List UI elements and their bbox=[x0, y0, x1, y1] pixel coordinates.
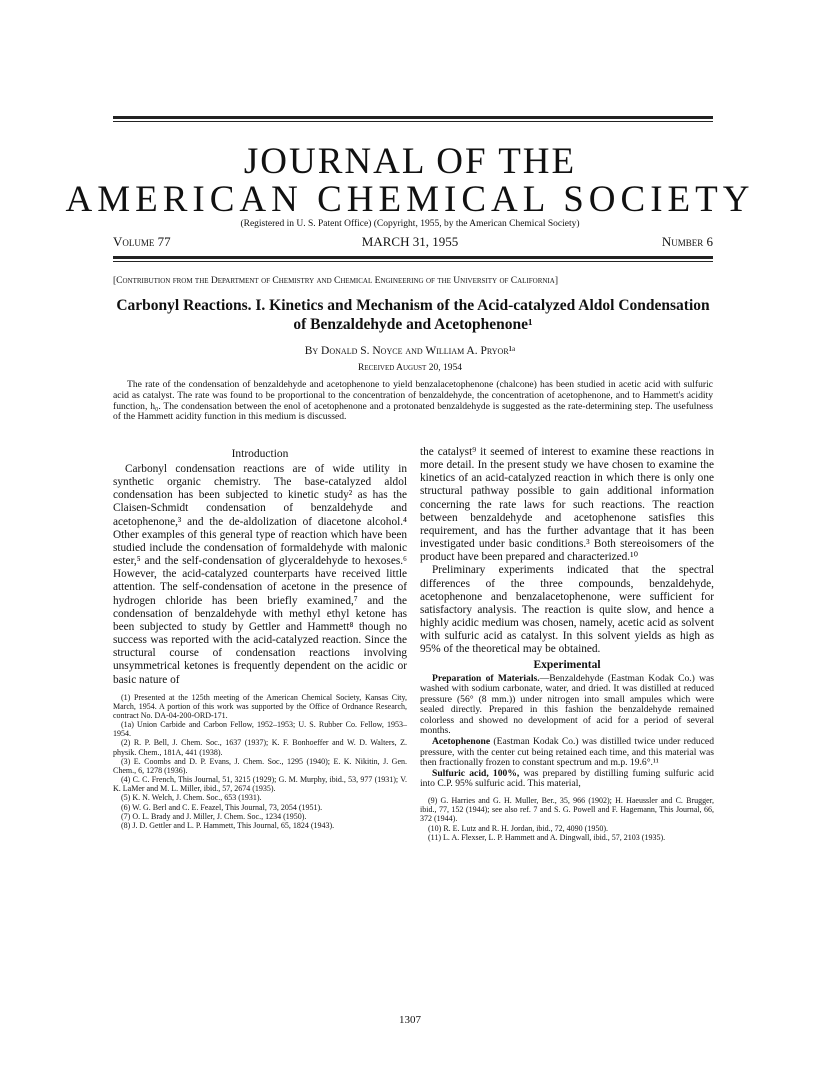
acetophenone-paragraph bbox=[420, 737, 714, 769]
acetophenone-text: (Eastman Kodak Co.) was distilled twice under reduced pressure, with the center cut being retained each time, and this material was then fractionally frozen to constant spectrum and m.p. 19.6°.¹¹ bbox=[420, 736, 714, 769]
body-paragraph: the catalyst⁹ it seemed of interest to examine these reactions in more detail. In the present study we have chosen to examine the kinetics of an acid-catalyzed reaction in which there is only one structural pathway possible to gain additional information concerning the rate laws for such reactions. The reaction between benzaldehyde and acetophenone satisfies this requirement, and has the further advantage that it has been investigated under basic conditions.³ Both stereoisomers of the product have been prepared and characterized.¹⁰ bbox=[420, 446, 714, 564]
left-column bbox=[113, 446, 407, 830]
header-rule-thin bbox=[113, 261, 713, 262]
volume-label: Volume 77 bbox=[113, 234, 171, 249]
body-paragraph: Preliminary experiments indicated that the spectral differences of the three compounds, benzaldehyde, acetophenone and benzalacetophenone, were sufficient for satisfactory analysis. The reaction is quite slow, and hence a highly acidic medium was chosen, namely, acetic acid as solvent with sulfuric acid as catalyst. In this solvent yields as high as 95% of the theoretical may be obtained. bbox=[420, 564, 714, 656]
footnote: (1) Presented at the 125th meeting of the American Chemical Society, Kansas City, March, 1954. A portion of this work was supported by the Office of Ordnance Research, contract No. DA-04-200-ORD-171. bbox=[113, 692, 407, 720]
footnote: (11) L. A. Flexser, L. P. Hammett and A. Dingwall, ibid., 57, 2103 (1935). bbox=[428, 832, 666, 842]
sulfuric-acid-text: was prepared by distilling fuming sulfuric acid into C.P. 95% sulfuric acid. This material, bbox=[420, 767, 714, 790]
header-rule-thick bbox=[113, 256, 713, 259]
contribution-line: [Contribution from the Department of Chemistry and Chemical Engineering of the University of California] bbox=[113, 276, 559, 286]
issue-date: MARCH 31, 1955 bbox=[361, 234, 459, 249]
sulfuric-acid-label: Sulfuric acid, 100%, bbox=[432, 767, 520, 779]
acetophenone-label: Acetophenone bbox=[432, 736, 491, 748]
article-abstract: The rate of the condensation of benzaldehyde and acetophenone to yield benzalacetophenone (chalcone) has been studied in acetic acid with sulfuric acid as catalyst. The rate was found to be proportional to the concentration of benzaldehyde, the concentration of acetophenone, and to Hammett's acidity function, h₀. The condensation between the enol of acetophenone and a protonated benzaldehyde is suggested as the rate-determining step. The usefulness of the Hammett acidity function in this medium is discussed. bbox=[113, 379, 713, 423]
introduction-paragraph: Carbonyl condensation reactions are of wide utility in synthetic organic chemistry. The base-catalyzed aldol condensation has been subjected to kinetic study² as has the Claisen-Schmidt condensation of benzaldehyde and acetophenone,³ and the de-aldolization of diacetone alcohol.⁴ Other examples of this general type of reaction which have been studied include the condensation of formaldehyde with malonic ester,⁵ and the self-condensation of glyceraldehyde to hexoses.⁶ However, the acid-catalyzed counterparts have received little attention. The self-condensation of acetone in the presence of hydrogen chloride has been briefly examined,⁷ and the condensation of benzaldehyde with methyl ethyl ketone has been subjected to study by Gettler and Hammett⁸ though no success was reported with the acid-catalyzed reaction. Since the structural course of condensation reactions involving unsymmetrical ketones is frequently dependent on the acidic or basic nature of bbox=[113, 463, 407, 686]
received-date: Received August 20, 1954 bbox=[358, 363, 462, 373]
footnote: (10) R. E. Lutz and R. H. Jordan, ibid., 72, 4090 (1950). bbox=[428, 823, 608, 833]
footnote: (9) G. Harries and G. H. Muller, Ber., 35, 966 (1902); H. Haeussler and C. Brugger, ibid., 77, 152 (1944); see also ref. 7 and S. G. Powell and F. Hagemann, This Journal, 66, 372 (1944). bbox=[420, 796, 714, 824]
introduction-heading: Introduction bbox=[231, 448, 289, 460]
right-column bbox=[420, 446, 714, 842]
top-rule-thick bbox=[113, 116, 713, 119]
article-title: Carbonyl Reactions. I. Kinetics and Mechanism of the Acid-catalyzed Aldol Condensation of Benzaldehyde and Acetophenone¹ bbox=[116, 297, 710, 333]
footnote: (4) C. C. French, This Journal, 51, 3215 (1929); G. M. Murphy, ibid., 53, 977 (1931); V. K. LaMer and M. L. Miller, ibid., 57, 2674 (1935). bbox=[113, 775, 407, 794]
footnote: (1a) Union Carbide and Carbon Fellow, 1952–1953; U. S. Rubber Co. Fellow, 1953–1954. bbox=[113, 720, 407, 739]
preparation-paragraph bbox=[420, 674, 714, 738]
preparation-text: —Benzaldehyde (Eastman Kodak Co.) was washed with sodium carbonate, water, and dried. It was distilled at reduced pressure (56° (8 mm.)) under nitrogen into small ampules which were sealed directly. Prepared in this fashion the benzaldehyde remained colorless and showed no development of acid for a period of several months. bbox=[420, 672, 715, 737]
journal-title-line1: JOURNAL OF THE bbox=[243, 141, 577, 182]
journal-title-line2: AMERICAN CHEMICAL SOCIETY bbox=[65, 179, 755, 220]
page-number: 1307 bbox=[399, 1014, 421, 1026]
top-rule-thin bbox=[113, 121, 713, 122]
article-authors: By Donald S. Noyce and William A. Pryor¹ᵃ bbox=[304, 345, 516, 357]
footnote: (3) E. Coombs and D. P. Evans, J. Chem. Soc., 1295 (1940); E. K. Nikitin, J. Gen. Chem., 6, 1278 (1936). bbox=[113, 756, 407, 775]
issue-number: Number 6 bbox=[661, 234, 713, 249]
footnote: (6) W. G. Berl and C. E. Feazel, This Journal, 73, 2054 (1951). bbox=[121, 802, 323, 812]
footnote: (2) R. P. Bell, J. Chem. Soc., 1637 (1937); K. F. Bonhoeffer and W. D. Walters, Z. physik. Chem., 181A, 441 (1938). bbox=[113, 738, 407, 757]
experimental-heading: Experimental bbox=[533, 658, 601, 671]
footnote: (8) J. D. Gettler and L. P. Hammett, This Journal, 65, 1824 (1943). bbox=[121, 820, 335, 830]
journal-registration: (Registered in U. S. Patent Office) (Copyright, 1955, by the American Chemical Society) bbox=[240, 219, 580, 229]
preparation-label: Preparation of Materials. bbox=[432, 672, 540, 684]
footnote: (7) O. L. Brady and J. Miller, J. Chem. Soc., 1234 (1950). bbox=[121, 811, 307, 821]
sulfuric-acid-paragraph bbox=[420, 769, 714, 790]
footnote: (5) K. N. Welch, J. Chem. Soc., 653 (1931). bbox=[121, 793, 262, 803]
